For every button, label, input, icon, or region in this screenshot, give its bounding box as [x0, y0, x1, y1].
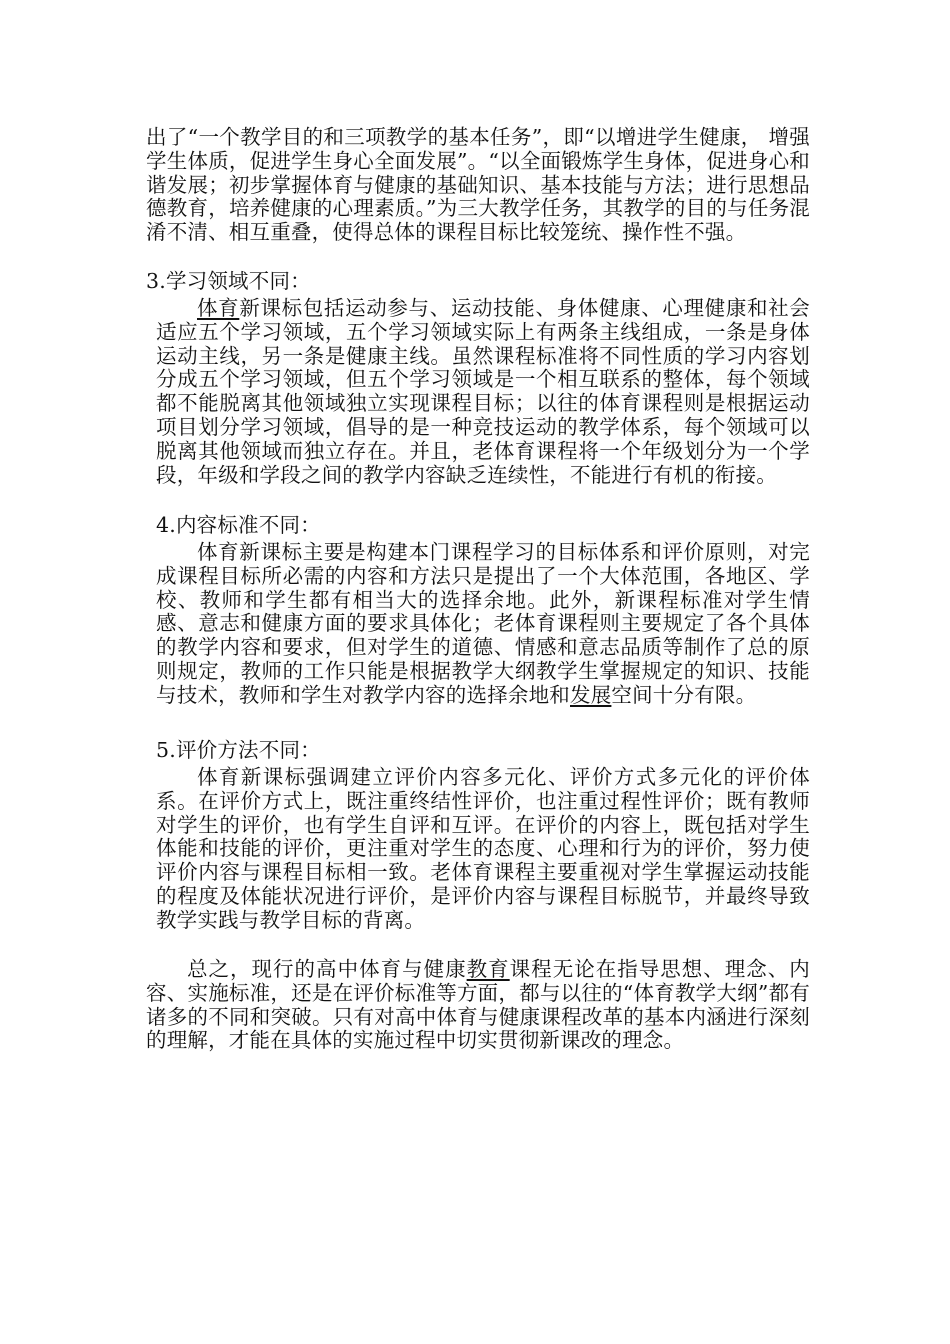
section-4	[156, 514, 820, 538]
section-4-paragraph	[156, 541, 810, 708]
link-fazhan[interactable]: 发展	[570, 682, 612, 707]
section-5-heading: 5.评价方法不同：	[156, 738, 321, 762]
conclusion-block	[146, 958, 810, 1053]
section-5	[156, 739, 820, 763]
section-4-text-after: 空间十分有限。	[611, 682, 757, 707]
section-3-body	[156, 297, 810, 487]
section-5-body	[156, 766, 810, 933]
section-3-text: 新课标包括运动参与、运动技能、身体健康、心理健康和社会适应五个学习领域，五个学习领域实际上有两条主线组成，一条是身体运动主线，另一条是健康主线。虽然课程标准将不同性质的学习内容划分成五个学习领域，但五个学习领域是一个相互联系的整体，每个领域都不能脱离其他领域独立实现课程目标；以往的体育课程则是根据运动项目划分学习领域，倡导的是一种竞技运动的教学体系，每个领域可以脱离其他领域而独立存在。并且，老体育课程将一个年级划分为一个学段，年级和学段之间的教学内容缺乏连续性，不能进行有机的衔接。	[156, 296, 810, 487]
section-4-body	[156, 541, 810, 708]
conclusion-text-after: 课程无论在指导思想、理念、内容、实施标准，还是在评价标准等方面，都与以往的“体育教学大纲”都有诸多的不同和突破。只有对高中体育与健康课程改革的基本内涵进行深刻的理解，才能在具体的实施过程中切实贯彻新课改的理念。	[146, 957, 810, 1053]
section-4-text-before: 体育新课标主要是构建本门课程学习的目标体系和评价原则，对完成课程目标所必需的内容和方法只是提出了一个大体范围，各地区、学校、教师和学生都有相当大的选择余地。此外，新课程标准对学生情感、意志和健康方面的要求具体化；老体育课程则主要规定了各个具体的教学内容和要求，但对学生的道德、情感和意志品质等制作了总的原则规定，教师的工作只能是根据教学大纲教学生掌握规定的知识、技能与技术，教师和学生对教学内容的选择余地和	[156, 540, 810, 707]
section-3-paragraph	[156, 297, 810, 487]
conclusion-text-before: 总之，现行的高中体育与健康	[187, 957, 467, 981]
link-jiaoyu[interactable]: 教育	[466, 957, 510, 981]
section-5-paragraph: 体育新课标强调建立评价内容多元化、评价方式多元化的评价体系。在评价方式上，既注重终结性评价，也注重过程性评价；既有教师对学生的评价，也有学生自评和互评。在评价的内容上，既包括对学生体能和技能的评价，更注重对学生的态度、心理和行为的评价，努力使评价内容与课程目标相一致。老体育课程主要重视对学生掌握运动技能的程度及体能状况进行评价，是评价内容与课程目标脱节，并最终导致教学实践与教学目标的背离。	[156, 765, 810, 932]
section-4-heading: 4.内容标准不同：	[156, 513, 321, 537]
intro-paragraph: 出了“一个教学目的和三项教学的基本任务”，即“以增进学生健康， 增强学生体质，促进学生身心全面发展”。“以全面锻炼学生身体，促进身心和谐发展；初步掌握体育与健康的基础知识、基本技能与方法；进行思想品德教育，培养健康的心理素质。”为三大教学任务，其教学的目的与任务混淆不清、相互重叠，使得总体的课程目标比较笼统、操作性不强。	[146, 125, 810, 245]
link-tiyu[interactable]: 体育	[197, 296, 240, 320]
section-3	[146, 270, 810, 294]
section-3-heading: 3.学习领域不同：	[146, 269, 311, 293]
intro-paragraph-block	[146, 126, 810, 245]
conclusion-paragraph	[146, 958, 810, 1053]
